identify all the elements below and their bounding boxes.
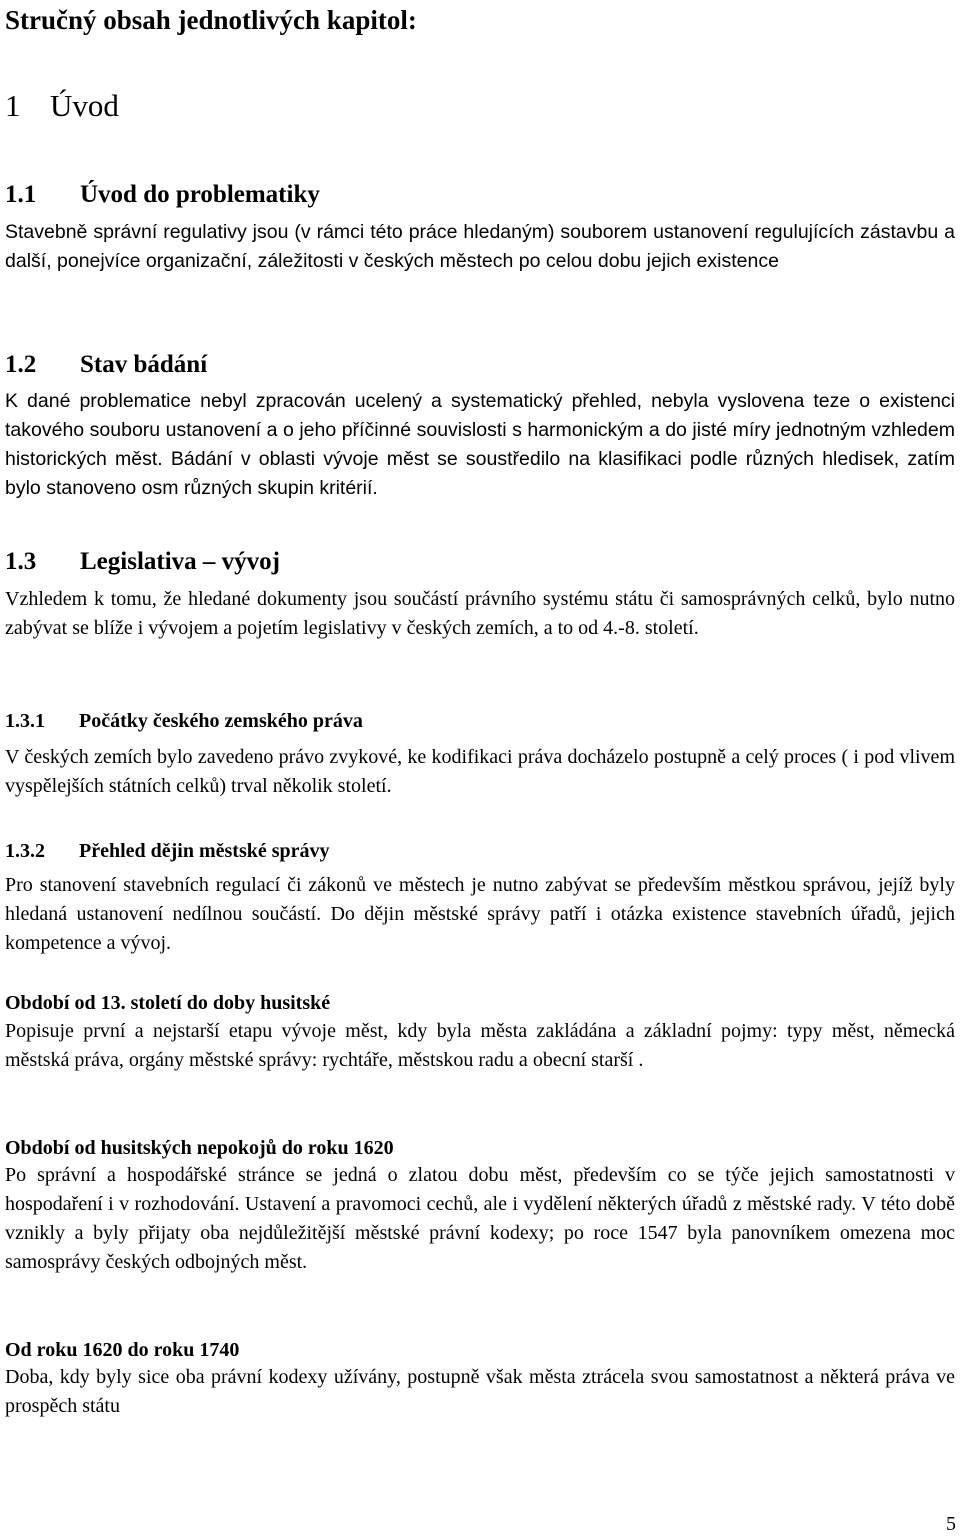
section-text-1-3: Vzhledem k tomu, že hledané dokumenty jsou součástí právního systému státu či samosprávných celků, bylo nutno zabývat se blíže i vývojem a pojetím legislativy v českých zemích, a to od 4.-8. století. [5, 588, 955, 639]
section-heading-1-2 [5, 349, 207, 381]
section-heading-1-3 [5, 546, 280, 578]
section-number: 1.3.2 [5, 840, 45, 862]
section-text-1-3-1: V českých zemích bylo zavedeno právo zvykové, ke kodifikaci práva docházelo postupně a celý proces ( i pod vlivem vyspělejších státních celků) trval několik století. [5, 746, 955, 797]
section-title: Legislativa – vývoj [80, 548, 280, 575]
period-heading-3: Od roku 1620 do roku 1740 [5, 1339, 240, 1361]
section-text-1-2: K dané problematice nebyl zpracován ucelený a systematický přehled, nebyla vyslovena teze o existenci takového souboru ustanovení a o jeho příčinné souvislosti s harmonickým a do jisté míry jednotným vzhledem historických měst. Bádání v oblasti vývoje měst se soustředilo na klasifikaci podle různých hledisek, zatím bylo stanoveno osm různých skupin kritérií. [5, 390, 955, 499]
section-title: Počátky českého zemského práva [79, 710, 363, 732]
section-number: 1.2 [5, 351, 37, 378]
section-number: 1.3 [5, 548, 37, 575]
chapter-number: 1 [5, 88, 21, 123]
section-number: 1.1 [5, 181, 37, 208]
section-heading-1-1 [5, 179, 320, 211]
page-title: Stručný obsah jednotlivých kapitol: [5, 5, 417, 35]
chapter-heading [5, 88, 119, 124]
section-title: Stav bádání [80, 351, 208, 378]
section-number: 1.3.1 [5, 710, 45, 732]
period-text-3: Doba, kdy byly sice oba právní kodexy užívány, postupně však města ztrácela svou samostatnost a některá práva ve prospěch státu [5, 1366, 955, 1417]
section-text-1-3-2: Pro stanovení stavebních regulací či zákonů ve městech je nutno zabývat se především městkou správou, jejíž byly hledaná ustanovení nedílnou součástí. Do dějin městské správy patří i otázka existence stavebních úřadů, jejich kompetence a vývoj. [5, 874, 955, 954]
period-text-2: Po správní a hospodářské stránce se jedná o zlatou dobu měst, především co se týče jejich samostatnosti v hospodaření i v rozhodování. Ustavení a pravomoci cechů, ale i vydělení některých úřadů z městské rady. V této době vznikly a byly přijaty oba nejdůležitější městské právní kodexy; po roce 1547 byla panovníkem omezena moc samosprávy českých odbojných měst. [5, 1164, 955, 1273]
period-heading-1: Období od 13. století do doby husitské [5, 992, 331, 1014]
chapter-title: Úvod [50, 88, 119, 123]
period-text-1: Popisuje první a nejstarší etapu vývoje měst, kdy byla města zakládána a základní pojmy: typy měst, německá městská práva, orgány městské správy: rychtáře, městskou radu a obecní starší . [5, 1020, 955, 1071]
section-heading-1-3-1 [5, 708, 363, 734]
period-heading-2: Období od husitských nepokojů do roku 1620 [5, 1137, 394, 1159]
section-title: Úvod do problematiky [80, 181, 320, 208]
page-number: 5 [946, 1513, 956, 1535]
section-text-1-1: Stavebně správní regulativy jsou (v rámci této práce hledaným) souborem ustanovení regulujících zástavbu a další, ponejvíce organizační, záležitosti v českých městech po celou dobu jejich existence [5, 221, 955, 272]
section-title: Přehled dějin městské správy [79, 840, 330, 862]
section-heading-1-3-2 [5, 838, 330, 864]
